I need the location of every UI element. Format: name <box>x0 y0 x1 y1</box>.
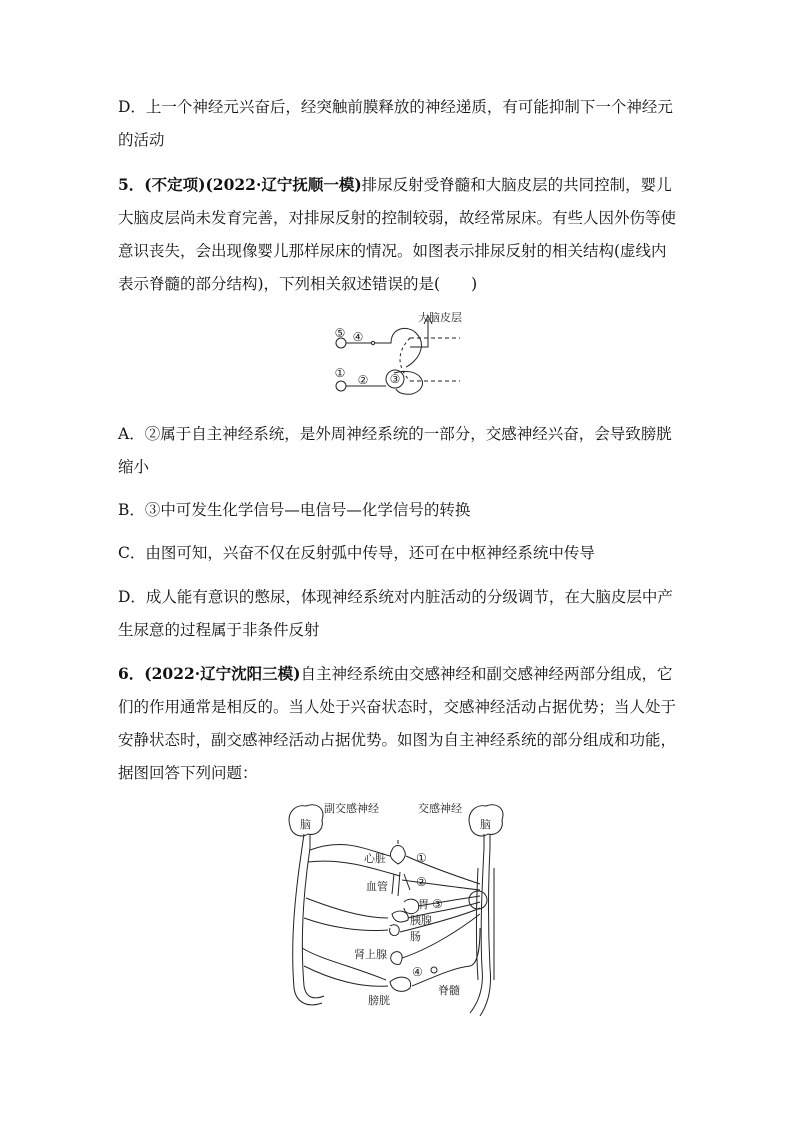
q6-stem <box>118 657 678 790</box>
q5-number: 5． <box>118 175 145 194</box>
q6-heart: 心脏 <box>364 852 386 865</box>
q4-option-d: D．上一个神经元兴奋后，经突触前膜释放的神经递质，有可能抑制下一个神经元的活动 <box>118 98 673 149</box>
q6-label-symp: 交感神经 <box>418 802 462 815</box>
q6-pancreas: 胰腺 <box>410 914 432 927</box>
q6-spinal: 脊髓 <box>438 984 460 997</box>
q6-num-3: ③ <box>432 897 443 911</box>
q5-option-d: D．成人能有意识的憋尿，体现神经系统对内脏活动的分级调节，在大脑皮层中产生尿意的过程属于非条件反射 <box>118 588 673 639</box>
q6-num-4: ④ <box>412 965 423 979</box>
q5-tag: (不定项)(2022·辽宁抚顺一模) <box>144 175 362 194</box>
q5-stem-text: 排尿反射受脊髓和大脑皮层的共同控制，婴儿大脑皮层尚未发育完善，对排尿反射的控制较弱，故经常尿床。有些人因外伤等使意识丧失，会出现像婴儿那样尿床的情况。如图表示排尿反射的相关结构(虚线内表示脊髓的部分结构)，下列相关叙述错误的是( ) <box>118 176 677 293</box>
q6-num-1: ① <box>416 851 427 865</box>
q6-tag: (2022·辽宁沈阳三模) <box>144 664 301 683</box>
q6-vessel: 血管 <box>366 880 388 893</box>
q6-brain-left: 脑 <box>300 818 311 831</box>
q5-stem <box>118 168 678 301</box>
q5-label-4: ④ <box>352 330 364 344</box>
q6-adrenal: 肾上腺 <box>354 948 387 961</box>
q5-label-3: ③ <box>389 372 401 386</box>
q6-autonomic-figure <box>282 798 522 1020</box>
q6-label-para: 副交感神经 <box>324 802 379 815</box>
q5-label-2: ② <box>357 373 369 387</box>
q5-reflex-figure <box>326 303 486 398</box>
q5-label-1: ① <box>334 366 346 380</box>
q6-number: 6． <box>118 664 145 683</box>
q6-stomach: 胃 <box>418 898 429 911</box>
q5-option-a: A．②属于自主神经系统，是外周神经系统的一部分，交感神经兴奋，会导致膀胱缩小 <box>118 425 672 476</box>
q6-brain-right: 脑 <box>480 818 491 831</box>
q6-stem-text: 自主神经系统由交感神经和副交感神经两部分组成，它们的作用通常是相反的。当人处于兴奋状态时，交感神经活动占据优势；当人处于安静状态时，副交感神经活动占据优势。如图为自主神经系统的部分组成和功能，据图回答下列问题： <box>118 665 677 782</box>
q6-bladder: 膀胱 <box>368 994 390 1007</box>
q5-label-5: ⑤ <box>334 326 346 340</box>
q5-label-cortex: 大脑皮层 <box>418 311 462 324</box>
q5-option-c: C．由图可知，兴奋不仅在反射弧中传导，还可在中枢神经系统中传导 <box>118 544 595 562</box>
q5-option-b: B．③中可发生化学信号—电信号—化学信号的转换 <box>118 501 471 519</box>
q6-intestine: 肠 <box>410 930 421 943</box>
q6-num-2: ② <box>416 875 427 889</box>
